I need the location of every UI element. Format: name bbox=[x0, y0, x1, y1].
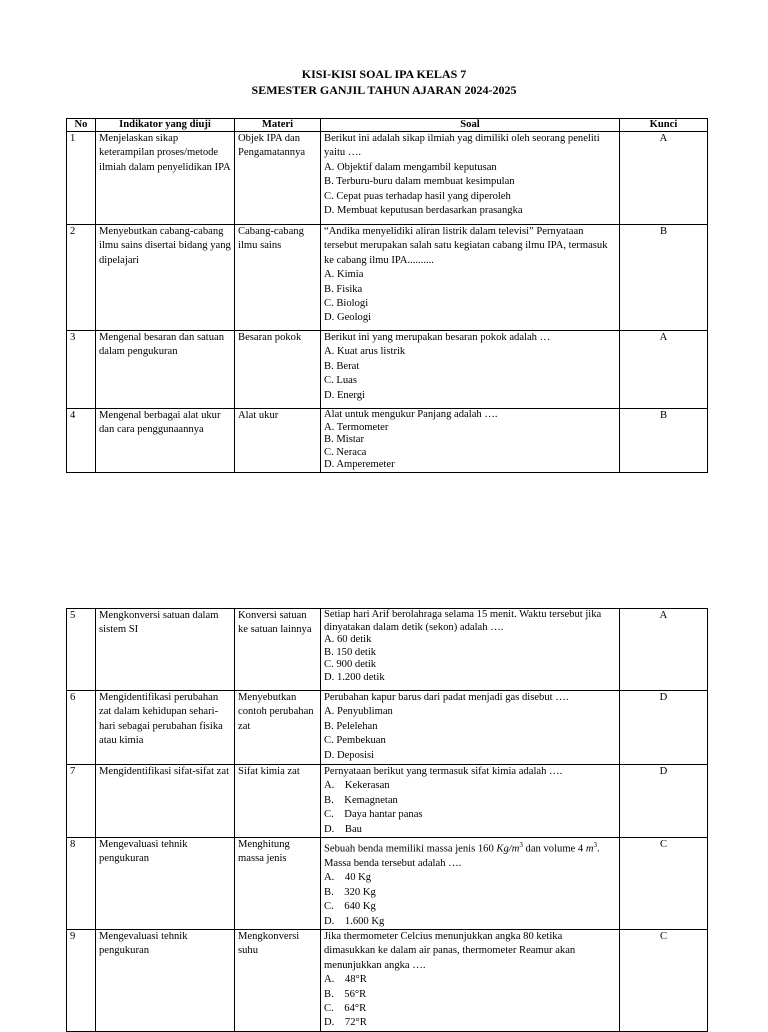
option-c: C. Biologi bbox=[324, 298, 369, 310]
option-b: B. Kemagnetan bbox=[324, 794, 398, 806]
density-unit: Kg/m bbox=[496, 843, 520, 855]
question-text: Berikut ini yang merupakan besaran pokok adalah … bbox=[324, 332, 551, 343]
table-row bbox=[67, 132, 708, 225]
kisi-kisi-table-2 bbox=[66, 608, 708, 1032]
option-d: D. Bau bbox=[324, 823, 362, 835]
option-a: A. Kimia bbox=[324, 269, 364, 281]
row-indikator: Mengevaluasi tehnik pengukuran bbox=[96, 838, 235, 930]
row-no: 8 bbox=[67, 838, 96, 930]
table-row bbox=[67, 930, 708, 1032]
table-row bbox=[67, 691, 708, 765]
question-text-middle: dan volume 4 bbox=[522, 843, 586, 855]
row-indikator: Mengenal berbagai alat ukur dan cara penggunaannya bbox=[96, 409, 235, 473]
header-soal: Soal bbox=[321, 119, 620, 132]
row-soal bbox=[321, 838, 620, 930]
row-indikator: Mengidentifikasi sifat-sifat zat bbox=[96, 765, 235, 838]
option-c: C. Daya hantar panas bbox=[324, 809, 423, 821]
header-kunci: Kunci bbox=[620, 119, 708, 132]
option-a: A. Kekerasan bbox=[324, 780, 390, 792]
option-a: A. 60 detik bbox=[324, 634, 372, 646]
row-kunci: D bbox=[620, 691, 708, 765]
option-b: B. 150 detik bbox=[324, 646, 377, 658]
option-d: D. Deposisi bbox=[324, 749, 375, 761]
option-a: A. Kuat arus listrik bbox=[324, 346, 406, 358]
row-indikator: Mengidentifikasi perubahan zat dalam kehidupan sehari-hari sebagai perubahan fisika atau kimia bbox=[96, 691, 235, 765]
row-materi: Konversi satuan ke satuan lainnya bbox=[235, 609, 321, 691]
row-soal bbox=[321, 331, 620, 409]
option-b: B. Pelelehan bbox=[324, 720, 378, 732]
question-text: Perubahan kapur barus dari padat menjadi gas disebut …. bbox=[324, 692, 569, 703]
table-row bbox=[67, 225, 708, 331]
option-c: C. 900 detik bbox=[324, 659, 377, 671]
option-c: C. Neraca bbox=[324, 446, 367, 458]
kisi-kisi-table-1 bbox=[66, 118, 708, 473]
option-d: D. Energi bbox=[324, 389, 365, 401]
row-kunci: B bbox=[620, 225, 708, 331]
row-no: 1 bbox=[67, 132, 96, 225]
volume-unit: m bbox=[585, 843, 594, 855]
option-d: D. Amperemeter bbox=[324, 459, 395, 471]
option-c: C. Luas bbox=[324, 375, 357, 387]
option-b: B. Berat bbox=[324, 360, 360, 372]
row-no: 7 bbox=[67, 765, 96, 838]
row-kunci: B bbox=[620, 409, 708, 473]
row-materi: Besaran pokok bbox=[235, 331, 321, 409]
question-text: Pernyataan berikut yang termasuk sifat kimia adalah …. bbox=[324, 766, 563, 777]
table-row bbox=[67, 609, 708, 691]
row-soal bbox=[321, 765, 620, 838]
header-materi: Materi bbox=[235, 119, 321, 132]
row-indikator: Menyebutkan cabang-cabang ilmu sains disertai bidang yang dipelajari bbox=[96, 225, 235, 331]
row-kunci: D bbox=[620, 765, 708, 838]
option-d: D. 1.600 Kg bbox=[324, 915, 385, 927]
question-text: “Andika menyelidiki aliran listrik dalam televisi” Pernyataan tersebut merupakan salah satu kegiatan cabang ilmu IPA, termasuk ke cabang ilmu IPA.......... bbox=[324, 226, 608, 266]
option-a: A. 48°R bbox=[324, 974, 367, 986]
option-c: C. 64°R bbox=[324, 1003, 367, 1015]
row-no: 4 bbox=[67, 409, 96, 473]
option-b: B. Terburu-buru dalam membuat kesimpulan bbox=[324, 176, 515, 188]
question-text: Alat untuk mengukur Panjang adalah …. bbox=[324, 409, 498, 420]
row-soal bbox=[321, 609, 620, 691]
row-kunci: A bbox=[620, 331, 708, 409]
table-row bbox=[67, 331, 708, 409]
document-title: KISI-KISI SOAL IPA KELAS 7 bbox=[301, 67, 467, 81]
option-d: D. 1.200 detik bbox=[324, 671, 385, 683]
option-b: B. Fisika bbox=[324, 283, 363, 295]
table-row bbox=[67, 765, 708, 838]
row-no: 5 bbox=[67, 609, 96, 691]
table-header-row bbox=[67, 119, 708, 132]
option-b: B. 56°R bbox=[324, 988, 367, 1000]
row-indikator: Mengkonversi satuan dalam sistem SI bbox=[96, 609, 235, 691]
row-kunci: A bbox=[620, 609, 708, 691]
row-soal bbox=[321, 691, 620, 765]
row-materi: Cabang-cabang ilmu sains bbox=[235, 225, 321, 331]
row-no: 2 bbox=[67, 225, 96, 331]
row-indikator: Mengenal besaran dan satuan dalam pengukuran bbox=[96, 331, 235, 409]
row-soal bbox=[321, 132, 620, 225]
option-a: A. Objektif dalam mengambil keputusan bbox=[324, 161, 497, 173]
option-a: A. 40 Kg bbox=[324, 872, 372, 884]
row-indikator: Mengevaluasi tehnik pengukuran bbox=[96, 930, 235, 1032]
row-kunci: C bbox=[620, 930, 708, 1032]
row-soal bbox=[321, 930, 620, 1032]
option-a: A. Penyubliman bbox=[324, 706, 393, 718]
question-text-start: Sebuah benda memiliki massa jenis 160 bbox=[324, 843, 494, 855]
row-materi: Sifat kimia zat bbox=[235, 765, 321, 838]
row-soal bbox=[321, 409, 620, 473]
row-kunci: A bbox=[620, 132, 708, 225]
row-no: 9 bbox=[67, 930, 96, 1032]
density-exponent: 3 bbox=[519, 841, 523, 850]
row-indikator: Menjelaskan sikap keterampilan proses/metode ilmiah dalam penyelidikan IPA bbox=[96, 132, 235, 225]
question-text: Setiap hari Arif berolahraga selama 15 menit. Waktu tersebut jika dinyatakan dalam detik (sekon) adalah …. bbox=[324, 609, 602, 633]
option-d: D. 72°R bbox=[324, 1017, 367, 1029]
row-materi: Alat ukur bbox=[235, 409, 321, 473]
option-d: D. Membuat keputusan berdasarkan prasangka bbox=[324, 205, 523, 217]
question-text: Jika thermometer Celcius menunjukkan angka 80 ketika dimasukkan ke dalam air panas, thermometer Reamur akan menunjukkan angka …. bbox=[324, 931, 576, 971]
document-subtitle: SEMESTER GANJIL TAHUN AJARAN 2024-2025 bbox=[251, 83, 517, 97]
question-text bbox=[324, 838, 616, 871]
header-no: No bbox=[67, 119, 96, 132]
table-row bbox=[67, 409, 708, 473]
row-soal bbox=[321, 225, 620, 331]
row-no: 6 bbox=[67, 691, 96, 765]
table-row bbox=[67, 838, 708, 930]
option-b: B. Mistar bbox=[324, 434, 365, 446]
question-text: Berikut ini adalah sikap ilmiah yag dimiliki oleh seorang peneliti yaitu …. bbox=[324, 133, 600, 159]
row-no: 3 bbox=[67, 331, 96, 409]
volume-exponent: 3 bbox=[593, 841, 598, 850]
option-c: C. 640 Kg bbox=[324, 901, 376, 913]
row-kunci: C bbox=[620, 838, 708, 930]
row-materi: Mengkonversi suhu bbox=[235, 930, 321, 1032]
option-d: D. Geologi bbox=[324, 312, 372, 324]
option-c: C. Cepat puas terhadap hasil yang diperoleh bbox=[324, 190, 511, 202]
row-materi: Menyebutkan contoh perubahan zat bbox=[235, 691, 321, 765]
option-c: C. Pembekuan bbox=[324, 735, 386, 747]
header-indikator: Indikator yang diuji bbox=[96, 119, 235, 132]
option-b: B. 320 Kg bbox=[324, 886, 376, 898]
question-text-end: . Massa benda tersebut adalah …. bbox=[324, 843, 600, 869]
row-materi: Objek IPA dan Pengamatannya bbox=[235, 132, 321, 225]
option-a: A. Termometer bbox=[324, 421, 389, 433]
row-materi: Menghitung massa jenis bbox=[235, 838, 321, 930]
